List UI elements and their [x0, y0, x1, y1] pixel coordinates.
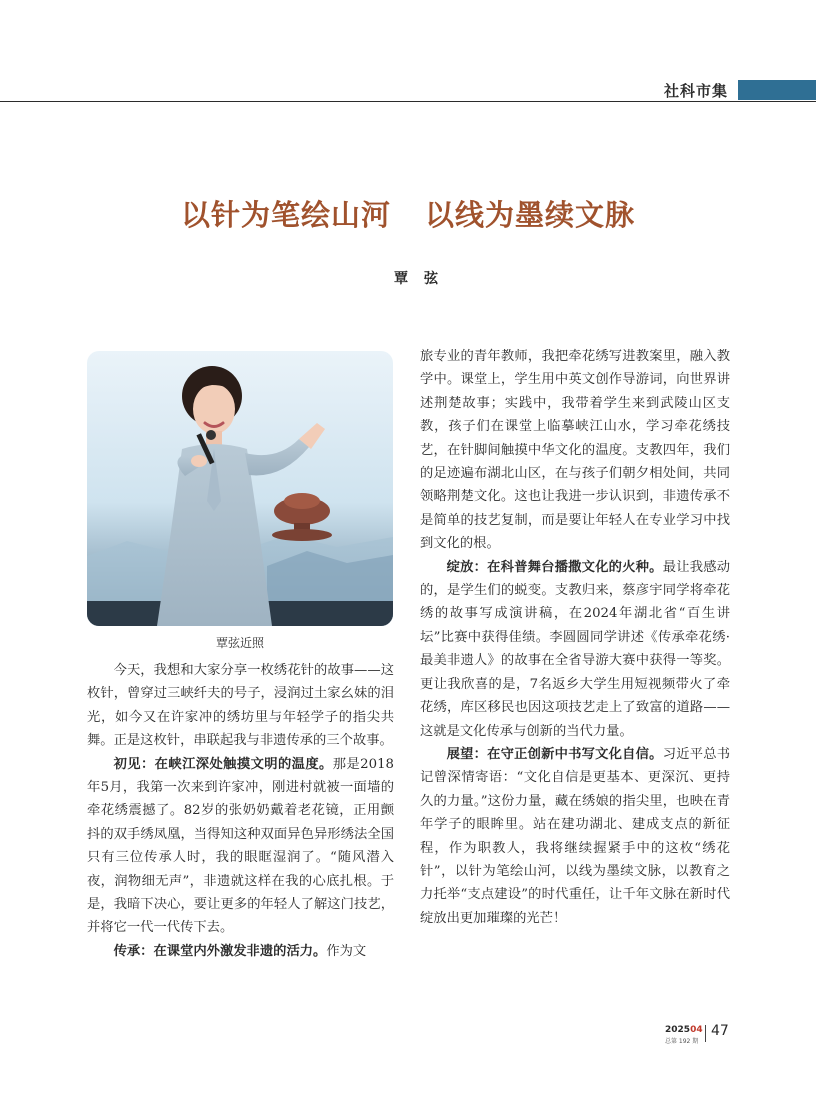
article-title	[0, 193, 816, 234]
paragraph-lead: 展望：在守正创新中书写文化自信。	[446, 746, 663, 762]
section-label: 社科市集	[664, 82, 729, 100]
title-part-1: 以针为笔绘山河	[180, 198, 391, 232]
paragraph-inheritance	[87, 940, 394, 963]
paragraph-lead: 初见：在峡江深处触摸文明的温度。	[113, 756, 333, 772]
year-text: 2025	[665, 1025, 691, 1035]
photo-caption: 覃弦近照	[215, 636, 264, 650]
title-part-2: 以线为墨续文脉	[425, 198, 636, 232]
paragraph-intro: 今天，我想和大家分享一枚绣花针的故事——这枚针，曾穿过三峡纤夫的号子，浸润过土家幺妹的泪光，如今又在许家冲的绣坊里与年轻学子的指尖共舞。正是这枚针，串联起我与非遗传承的三个故事。	[87, 663, 394, 749]
author-name: 覃弦	[394, 271, 454, 287]
total-issue: 总第 192 期	[665, 1038, 699, 1045]
right-column	[420, 345, 730, 930]
paragraph-first-meeting	[87, 753, 394, 940]
portrait-photo	[87, 351, 393, 626]
paragraph-blossom	[420, 556, 730, 743]
page-number: 47	[711, 1023, 729, 1039]
paragraph-lead: 绽放：在科普舞台播撒文化的火种。	[446, 559, 663, 575]
header-accent-bar	[738, 80, 816, 100]
paragraph-inheritance-continued: 旅专业的青年教师，我把牵花绣写进教案里，融入教学中。课堂上，学生用中英文创作导游词，向世界讲述荆楚故事；实践中，我带着学生来到武陵山区支教，孩子们在课堂上临摹峡江山水，学习牵花绣技艺，在针脚间触摸中华文化的温度。支教四年，我们的足迹遍布湖北山区，在与孩子们朝夕相处间，共同领略荆楚文化。这也让我进一步认识到，非遗传承不是简单的技艺复制，而是要让年轻人在专业学习中找到文化的根。	[420, 349, 730, 552]
footer-divider	[705, 1025, 706, 1042]
issue-number: 04	[690, 1025, 703, 1035]
paragraph-lead: 传承：在课堂内外激发非遗的活力。	[113, 943, 327, 959]
left-column	[87, 659, 394, 963]
header-rule	[0, 101, 816, 102]
paragraph-outlook	[420, 743, 730, 930]
issue-year	[665, 1025, 703, 1035]
paragraph-body: 那是2018年5月，我第一次来到许家冲，刚进村就被一面墙的牵花绣震撼了。82岁的张奶奶戴着老花镜，正用颤抖的双手绣凤凰，当得知这种双面异色异形绣法全国只有三位传承人时，我的眼眶湿润了。“随风潜入夜，润物细无声”，非遗就这样在我的心底扎根。于是，我暗下决心，要让更多的年轻人了解这门技艺，并将它一代一代传下去。	[87, 756, 395, 936]
paragraph-body: 最让我感动的，是学生们的蜕变。支教归来，蔡彦宇同学将牵花绣的故事写成演讲稿，在2024年湖北省“百生讲坛”比赛中获得佳绩。李圆圆同学讲述《传承牵花绣·最美非遗人》的故事在全省导游大赛中获得一等奖。更让我欣喜的是，7名返乡大学生用短视频带火了牵花绣，库区移民也因这项技艺走上了致富的道路——这就是文化传承与创新的当代力量。	[420, 559, 731, 739]
paragraph-body: 作为文	[326, 943, 367, 959]
portrait-illustration	[87, 351, 393, 626]
paragraph-body: 习近平总书记曾深情寄语：“文化自信是更基本、更深沉、更持久的力量。”这份力量，藏在绣娘的指尖里，也映在青年学子的眼眸里。站在建功湖北、建成支点的新征程，作为职教人，我将继续握紧手中的这枚“绣花针”，以针为笔绘山河，以线为墨续文脉，以教育之力托举“支点建设”的时代重任，让千年文脉在新时代绽放出更加璀璨的光芒！	[420, 746, 731, 926]
